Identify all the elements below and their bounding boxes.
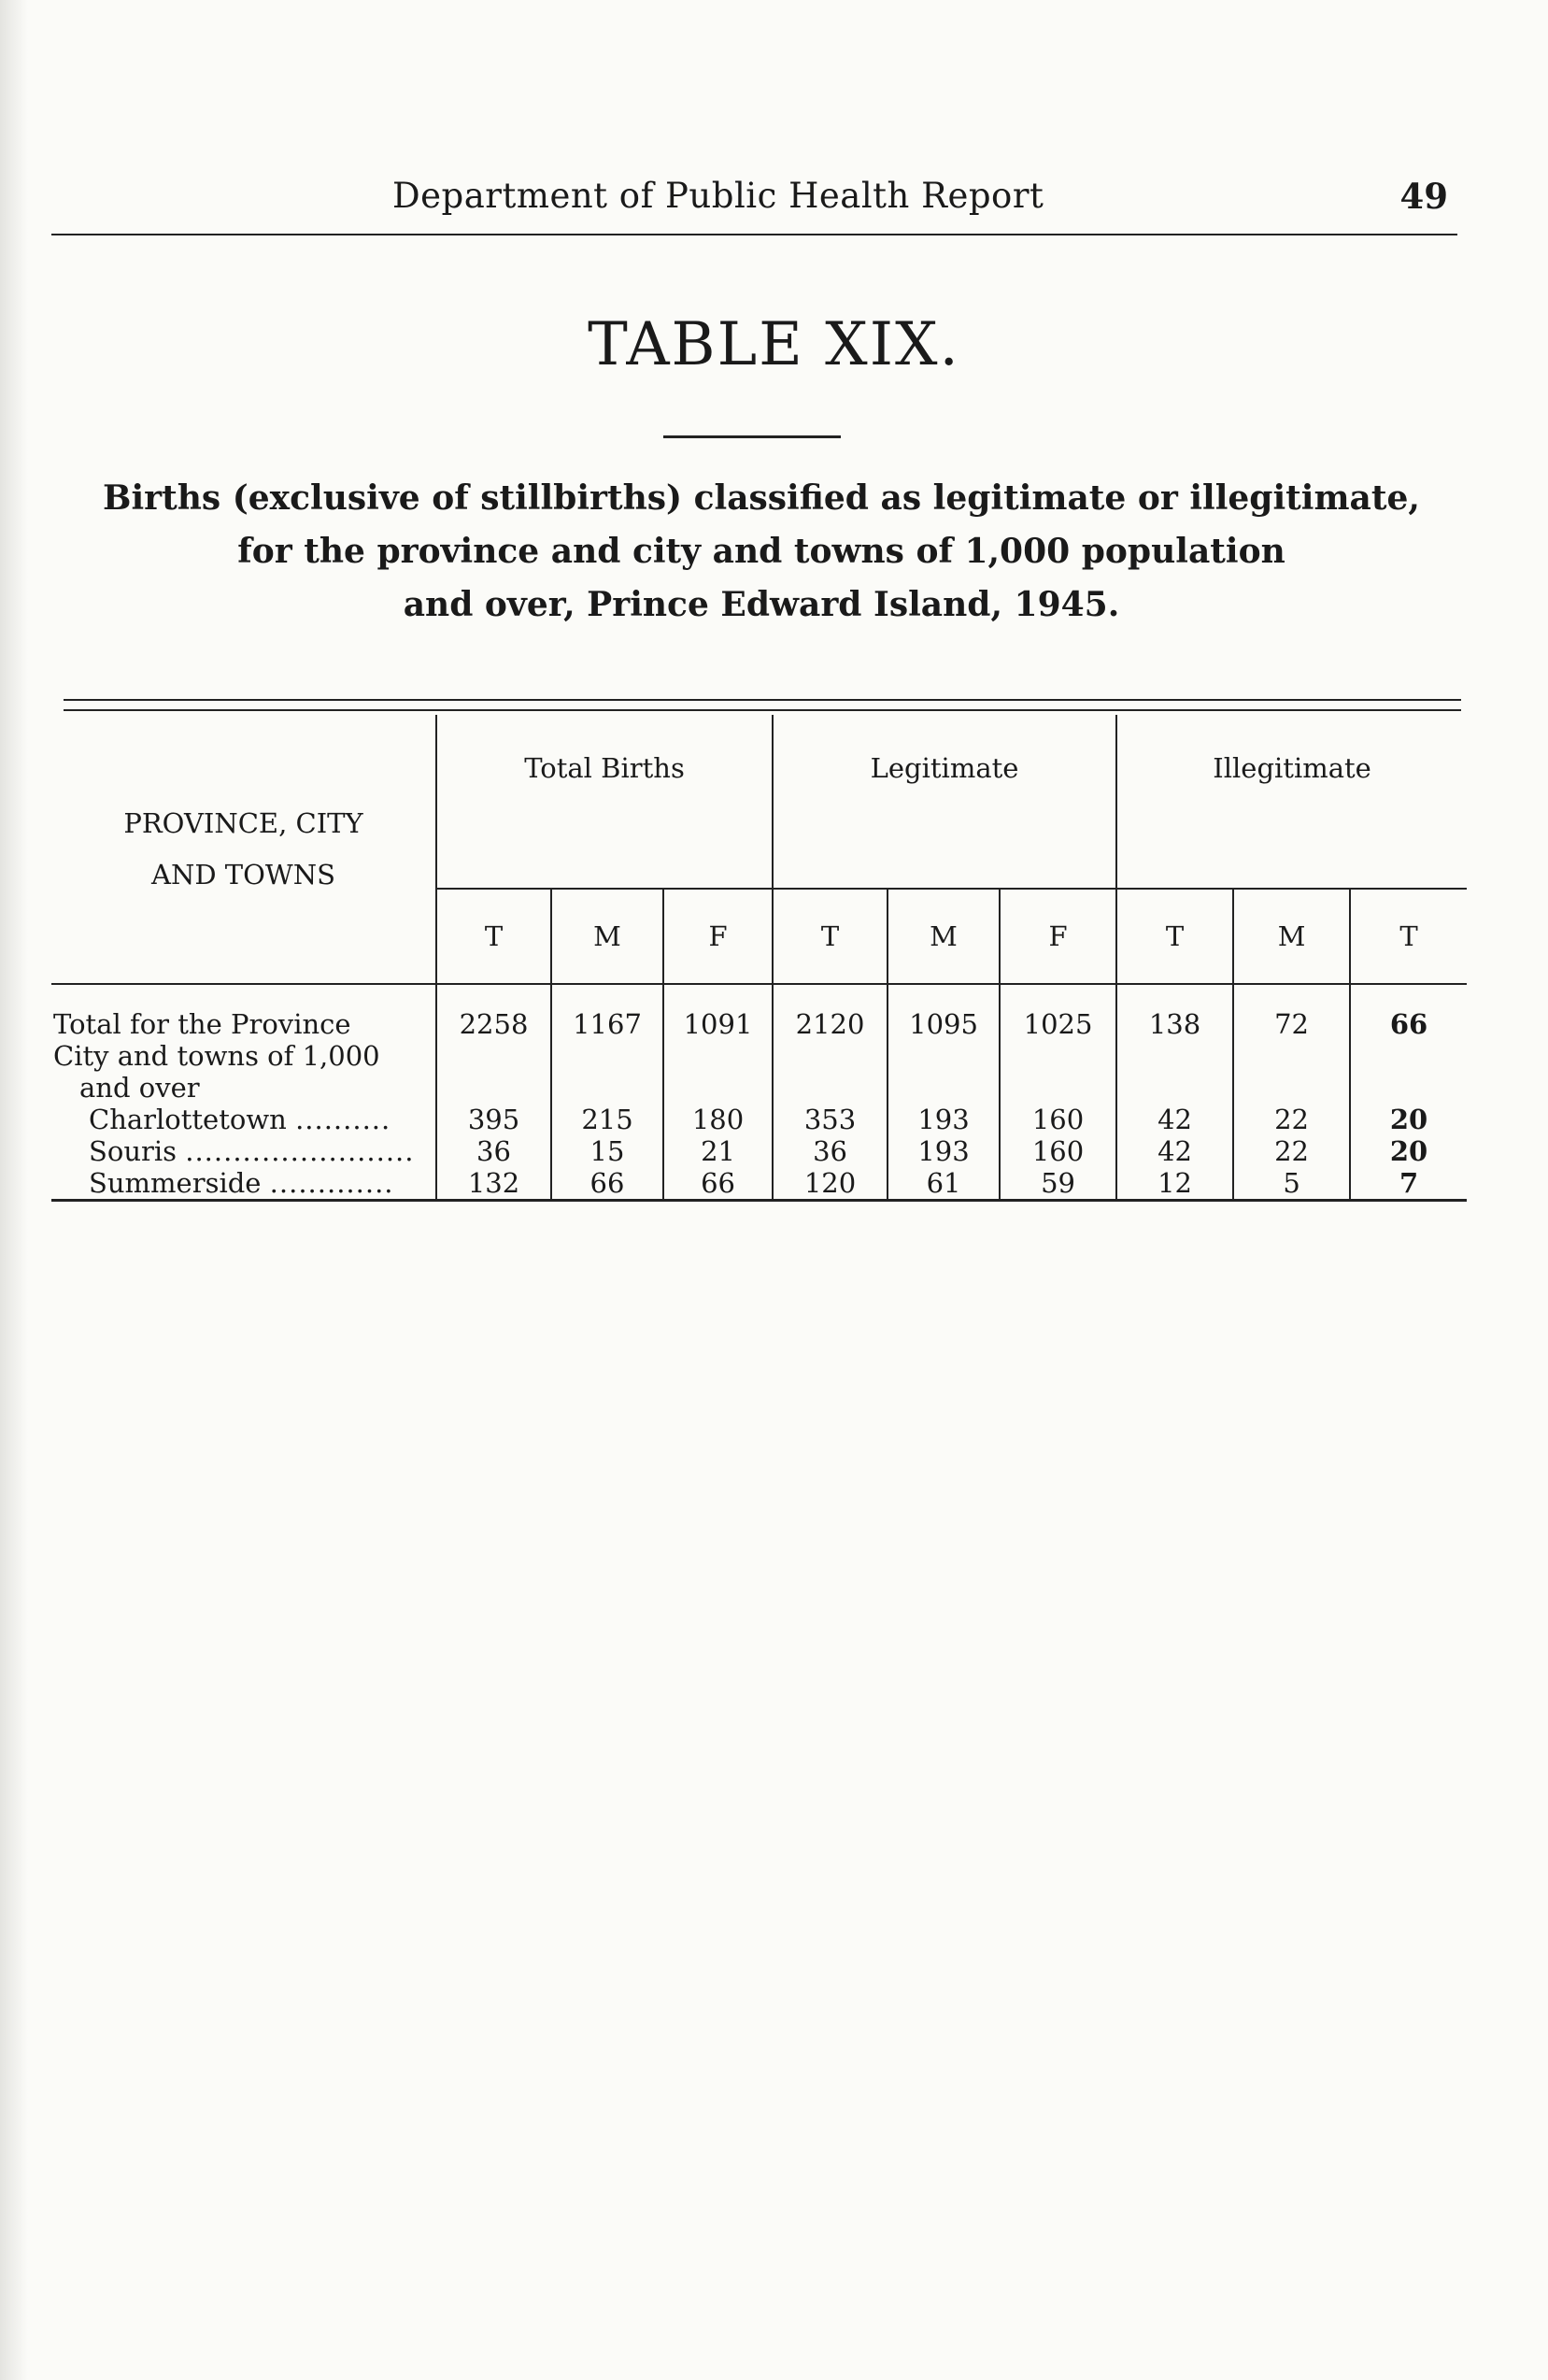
table-row — [51, 984, 1467, 1040]
cell: 2258 — [436, 984, 551, 1040]
caption-line: and over, Prince Edward Island, 1945. — [403, 585, 1120, 624]
cell: 180 — [663, 1104, 773, 1135]
stub-header — [51, 715, 436, 984]
cell — [1000, 1072, 1116, 1104]
cell: 66 — [551, 1167, 663, 1201]
cell: 120 — [773, 1167, 888, 1201]
cell — [551, 1040, 663, 1072]
cell: 7 — [1350, 1167, 1467, 1201]
cell: 61 — [888, 1167, 1000, 1201]
cell — [888, 1040, 1000, 1072]
row-label: City and towns of 1,000 — [51, 1040, 436, 1072]
cell: 72 — [1233, 984, 1350, 1040]
cell — [773, 1072, 888, 1104]
subcolumn-header: M — [551, 889, 663, 984]
cell: 42 — [1116, 1135, 1233, 1167]
cell: 1095 — [888, 984, 1000, 1040]
row-label: and over — [51, 1072, 436, 1104]
cell: 36 — [773, 1135, 888, 1167]
cell: 193 — [888, 1104, 1000, 1135]
subcolumn-header: M — [888, 889, 1000, 984]
table-top-rule — [64, 699, 1461, 711]
cell: 22 — [1233, 1135, 1350, 1167]
cell: 2120 — [773, 984, 888, 1040]
cell — [1233, 1072, 1350, 1104]
table-row — [51, 1104, 1467, 1135]
cell — [1233, 1040, 1350, 1072]
stub-header-line: AND TOWNS — [151, 858, 335, 891]
running-title: Department of Public Health Report — [392, 176, 1044, 216]
stub-header-line: PROVINCE, CITY — [123, 806, 363, 839]
page-header — [51, 176, 1457, 235]
group-header-total-births: Total Births — [436, 715, 773, 889]
cell — [1000, 1040, 1116, 1072]
cell: 20 — [1350, 1135, 1467, 1167]
subcolumn-header: F — [663, 889, 773, 984]
subcolumn-header: T — [773, 889, 888, 984]
table-caption — [56, 472, 1467, 632]
cell — [663, 1040, 773, 1072]
cell: 59 — [1000, 1167, 1116, 1201]
cell — [663, 1072, 773, 1104]
cell: 20 — [1350, 1104, 1467, 1135]
cell: 12 — [1116, 1167, 1233, 1201]
cell: 66 — [663, 1167, 773, 1201]
row-label: Total for the Province — [51, 984, 436, 1040]
subcolumn-header: F — [1000, 889, 1116, 984]
cell: 5 — [1233, 1167, 1350, 1201]
cell: 66 — [1350, 984, 1467, 1040]
table-title: TABLE XIX. — [588, 310, 960, 379]
births-table — [51, 715, 1467, 1202]
table-row — [51, 1167, 1467, 1201]
cell — [1116, 1040, 1233, 1072]
cell — [1116, 1072, 1233, 1104]
cell — [551, 1072, 663, 1104]
cell — [436, 1072, 551, 1104]
cell — [1350, 1040, 1467, 1072]
cell — [436, 1040, 551, 1072]
caption-line: Births (exclusive of stillbirths) classified as legitimate or illegitimate, — [103, 478, 1420, 518]
subcolumn-header: M — [1233, 889, 1350, 984]
cell: 36 — [436, 1135, 551, 1167]
cell: 1167 — [551, 984, 663, 1040]
row-label: Summerside ............. — [51, 1167, 436, 1201]
cell — [1350, 1072, 1467, 1104]
row-label: Souris ........................ — [51, 1135, 436, 1167]
cell: 42 — [1116, 1104, 1233, 1135]
cell: 160 — [1000, 1104, 1116, 1135]
cell: 160 — [1000, 1135, 1116, 1167]
subcolumn-header: T — [1350, 889, 1467, 984]
subcolumn-header: T — [436, 889, 551, 984]
row-label: Charlottetown .......... — [51, 1104, 436, 1135]
cell: 1091 — [663, 984, 773, 1040]
subcolumn-header: T — [1116, 889, 1233, 984]
group-header-legitimate: Legitimate — [773, 715, 1116, 889]
cell: 132 — [436, 1167, 551, 1201]
cell: 15 — [551, 1135, 663, 1167]
caption-line: for the province and city and towns of 1,000 population — [237, 532, 1285, 571]
cell: 193 — [888, 1135, 1000, 1167]
table-row — [51, 1072, 1467, 1104]
page-number: 49 — [1399, 176, 1448, 217]
table-row — [51, 1135, 1467, 1167]
cell: 21 — [663, 1135, 773, 1167]
cell: 395 — [436, 1104, 551, 1135]
cell: 353 — [773, 1104, 888, 1135]
cell — [773, 1040, 888, 1072]
group-header-illegitimate: Illegitimate — [1116, 715, 1467, 889]
cell: 22 — [1233, 1104, 1350, 1135]
cell: 1025 — [1000, 984, 1116, 1040]
table-row — [51, 1040, 1467, 1072]
cell: 215 — [551, 1104, 663, 1135]
cell: 138 — [1116, 984, 1233, 1040]
title-rule — [663, 435, 841, 438]
cell — [888, 1072, 1000, 1104]
